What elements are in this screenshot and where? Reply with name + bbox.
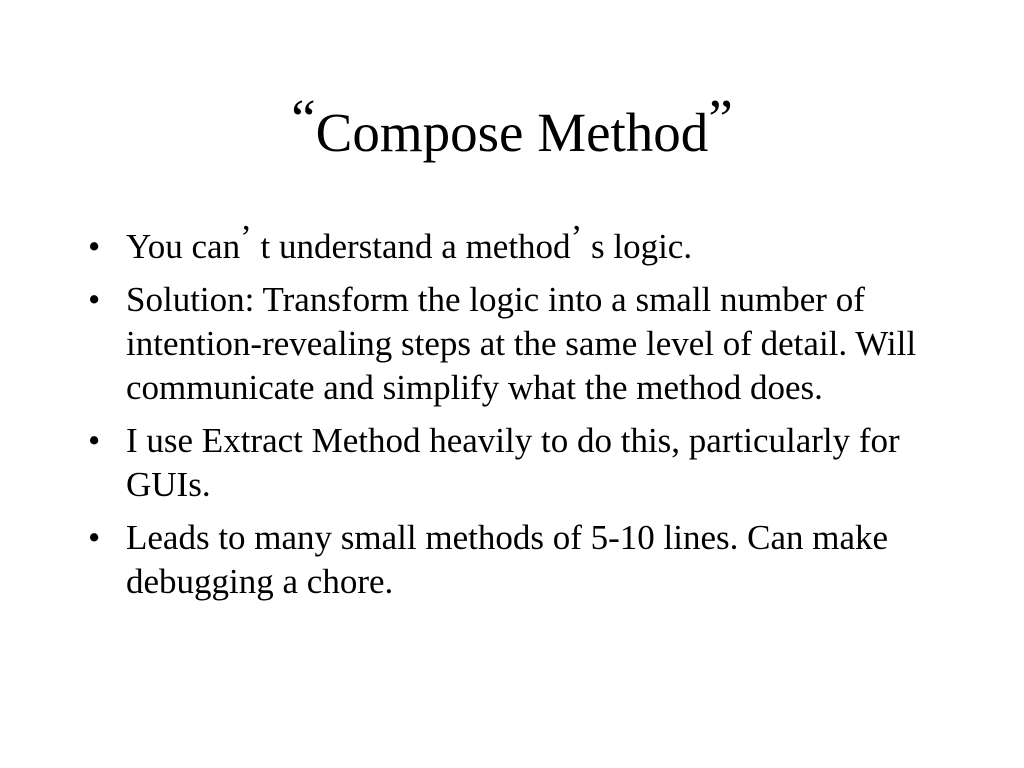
bullet-marker: • — [88, 518, 101, 557]
bullet-item — [84, 516, 944, 604]
bullet-marker: • — [88, 280, 101, 319]
title-text: Compose Method — [315, 102, 709, 163]
bullet-text: I use Extract Method heavily to do this, particularly for GUIs. — [126, 421, 900, 504]
bullet-item — [84, 278, 944, 410]
slide-title — [0, 88, 1024, 168]
bullet-marker: • — [88, 227, 101, 266]
bullet-apostrophe: ’ — [240, 218, 252, 257]
bullet-list — [84, 218, 944, 613]
bullet-text: Solution: Transform the logic into a small number of intention-revealing steps at the same level of detail. Will communicate and simplify what the method does. — [126, 280, 917, 407]
bullet-item — [84, 419, 944, 507]
bullet-text: Leads to many small methods of 5-10 lines. Can make debugging a chore. — [126, 518, 889, 601]
bullet-text-part: You can — [126, 227, 241, 266]
title-open-quote: “ — [291, 88, 316, 149]
bullet-text-part: t understand a method — [251, 227, 571, 266]
bullet-text-part: s logic. — [582, 227, 693, 266]
bullet-apostrophe: ’ — [570, 218, 583, 257]
title-close-quote: ” — [708, 88, 733, 149]
bullet-marker: • — [88, 421, 101, 460]
bullet-item — [84, 218, 944, 269]
